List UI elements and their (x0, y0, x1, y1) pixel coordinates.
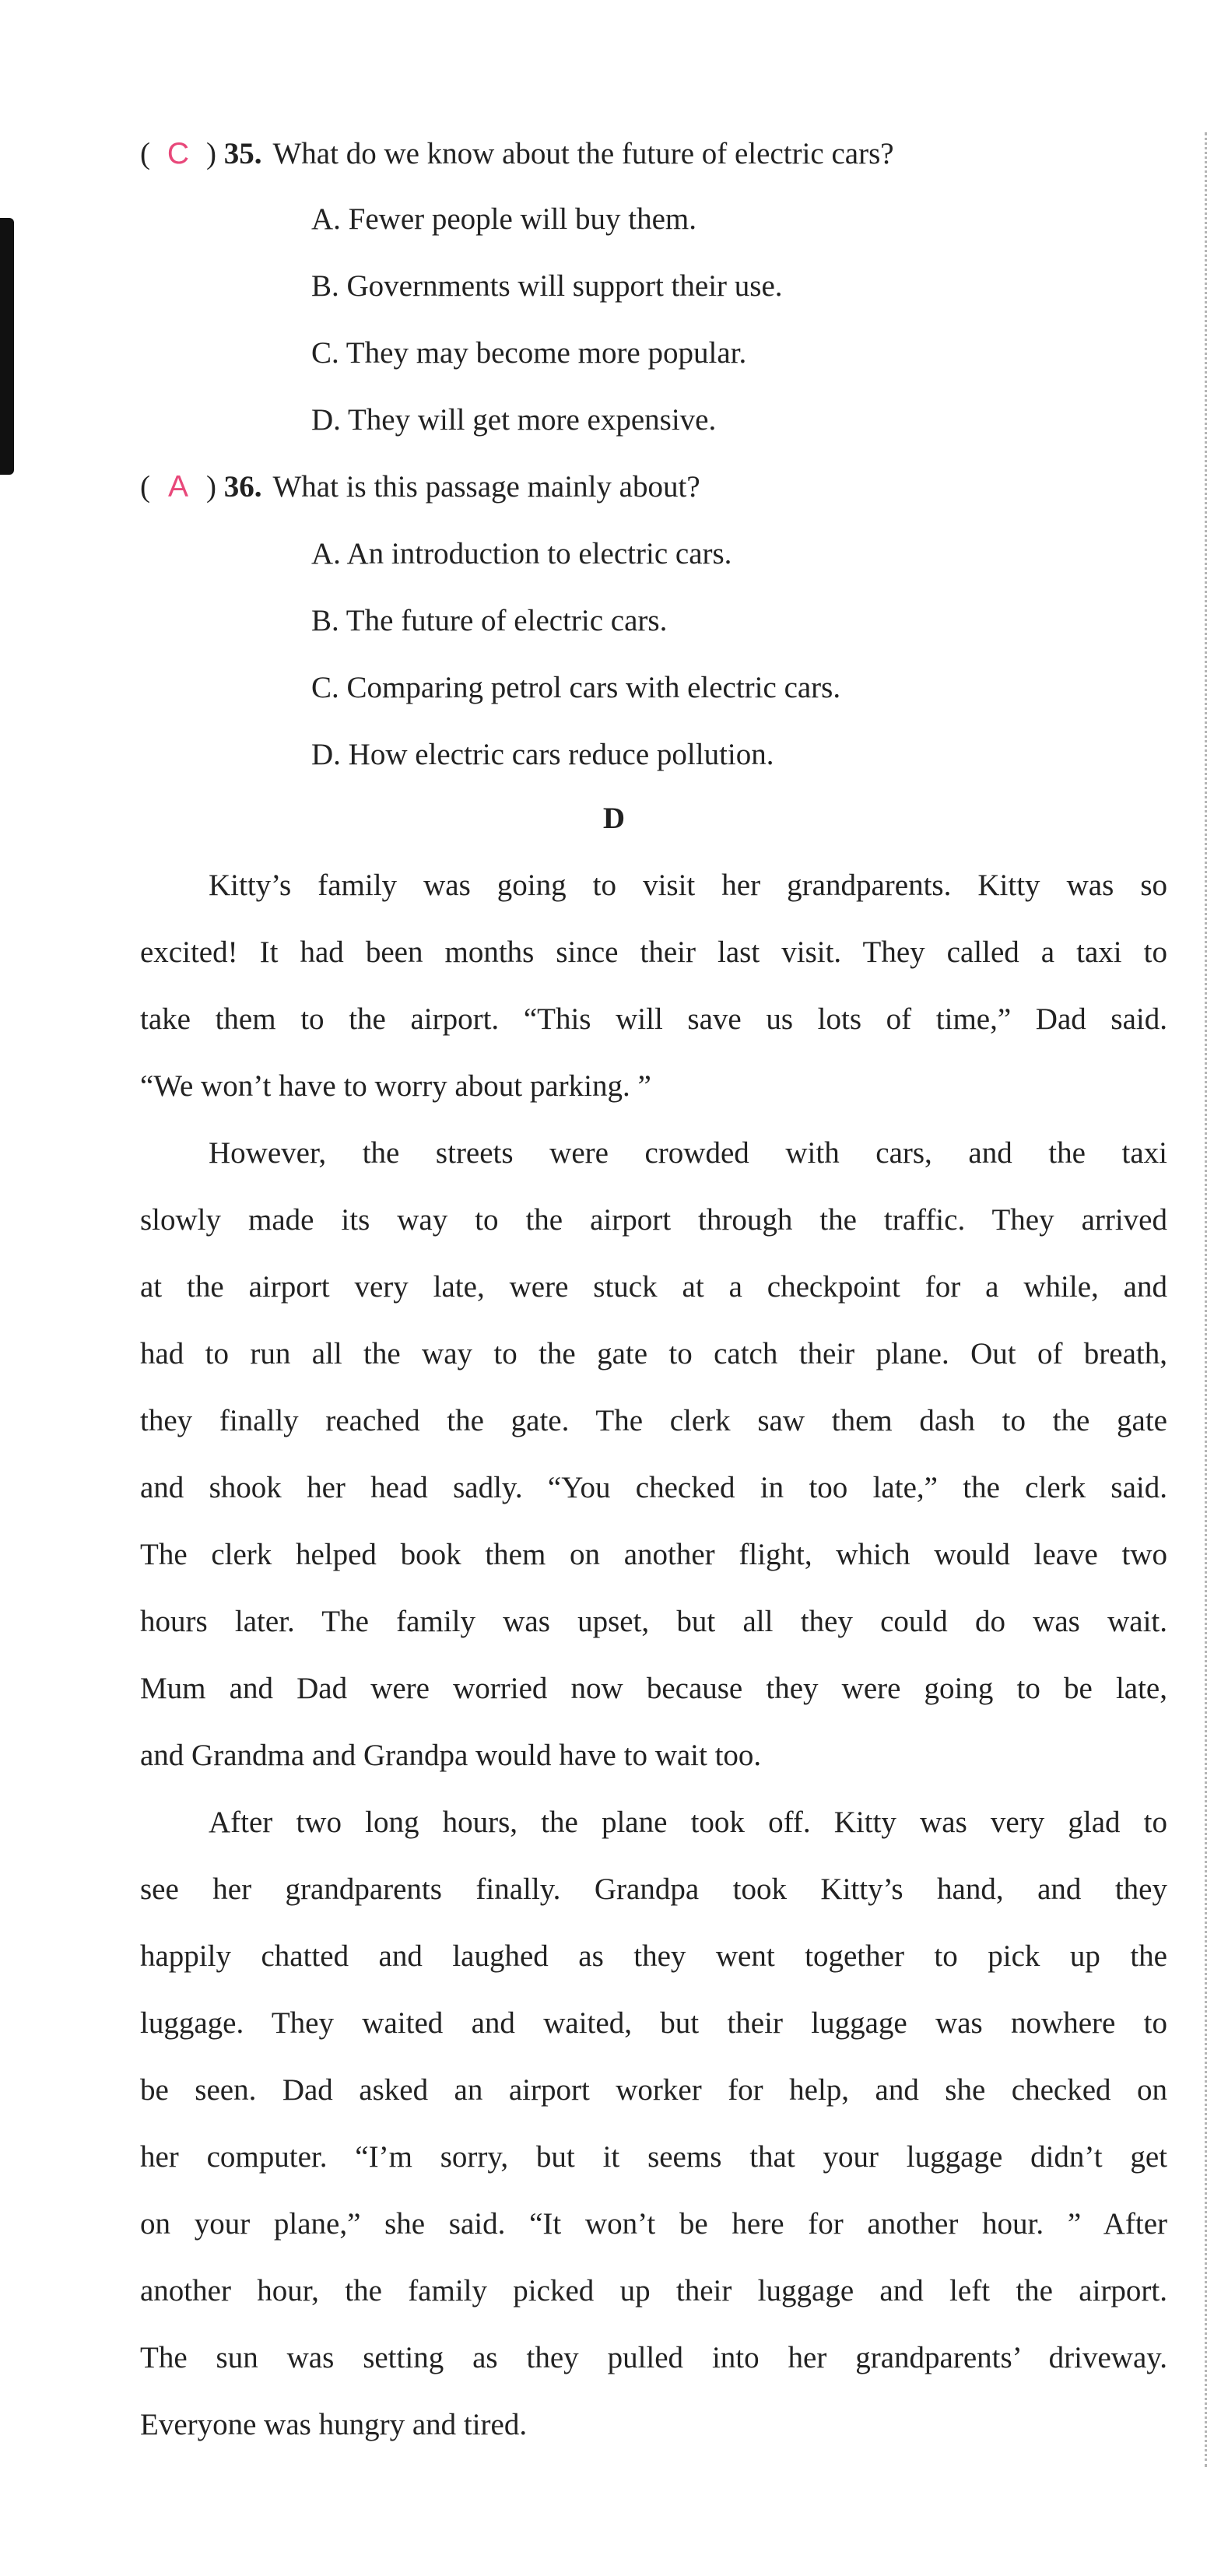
passage-line: luggage. They waited and waited, but their luggage was nowhere to (140, 2006, 1167, 2040)
passage-line: her computer. “I’m sorry, but it seems that your luggage didn’t get (140, 2140, 1167, 2174)
answer-35: C (167, 137, 190, 170)
question-stem-36: What is this passage mainly about? (272, 470, 700, 504)
passage-line: at the airport very late, were stuck at a checkpoint for a while, and (140, 1270, 1167, 1304)
passage-line: Mum and Dad were worried now because they were going to be late, (140, 1672, 1167, 1705)
passage-line: The clerk helped book them on another flight, which would leave two (140, 1538, 1167, 1571)
question-number-35: 35. (223, 137, 262, 170)
passage-line: hours later. The family was upset, but all they could do was wait. (140, 1605, 1167, 1638)
close-paren: ) (206, 470, 216, 504)
margin-dotted-rule (1205, 132, 1207, 2467)
option-35-d: D. They will get more expensive. (311, 403, 717, 437)
passage-line: be seen. Dad asked an airport worker for help, and she checked on (140, 2073, 1167, 2107)
option-35-a: A. Fewer people will buy them. (311, 202, 696, 236)
passage-line: Kitty’s family was going to visit her grandparents. Kitty was so (209, 869, 1167, 902)
passage-line: excited! It had been months since their last visit. They called a taxi to (140, 935, 1167, 969)
open-paren: ( (140, 470, 150, 504)
passage-line: Everyone was hungry and tired. (140, 2408, 528, 2441)
passage-line: they finally reached the gate. The clerk saw them dash to the gate (140, 1404, 1167, 1437)
question-36 (140, 469, 700, 506)
passage-line: and shook her head sadly. “You checked in too late,” the clerk said. (140, 1471, 1167, 1504)
passage-line: However, the streets were crowded with cars, and the taxi (209, 1136, 1167, 1170)
passage-line: “We won’t have to worry about parking. ” (140, 1069, 651, 1103)
passage-line: had to run all the way to the gate to catch their plane. Out of breath, (140, 1337, 1167, 1370)
passage-line: on your plane,” she said. “It won’t be here for another hour. ” After (140, 2207, 1167, 2241)
passage-label: D (602, 802, 626, 835)
passage-line: After two long hours, the plane took off. Kitty was very glad to (209, 1806, 1167, 1839)
open-paren: ( (140, 137, 150, 170)
passage-line: happily chatted and laughed as they went together to pick up the (140, 1939, 1167, 1973)
passage-line: see her grandparents finally. Grandpa took Kitty’s hand, and they (140, 1872, 1167, 1906)
answer-36: A (167, 470, 188, 504)
option-36-c: C. Comparing petrol cars with electric cars. (311, 671, 841, 704)
close-paren: ) (206, 137, 216, 170)
option-36-a: A. An introduction to electric cars. (311, 537, 732, 570)
question-stem-35: What do we know about the future of electric cars? (272, 137, 894, 170)
passage-line: another hour, the family picked up their luggage and left the airport. (140, 2274, 1167, 2308)
question-number-36: 36. (223, 470, 262, 504)
option-35-b: B. Governments will support their use. (311, 269, 783, 303)
passage-line: take them to the airport. “This will save us lots of time,” Dad said. (140, 1002, 1167, 1036)
passage-line: slowly made its way to the airport through the traffic. They arrived (140, 1203, 1167, 1237)
option-35-c: C. They may become more popular. (311, 336, 747, 370)
passage-line: and Grandma and Grandpa would have to wait too. (140, 1739, 762, 1772)
passage-line: The sun was setting as they pulled into her grandparents’ driveway. (140, 2341, 1167, 2374)
option-36-d: D. How electric cars reduce pollution. (311, 738, 774, 771)
question-35 (140, 135, 894, 173)
binding-edge-mark (0, 218, 14, 475)
option-36-b: B. The future of electric cars. (311, 604, 668, 637)
